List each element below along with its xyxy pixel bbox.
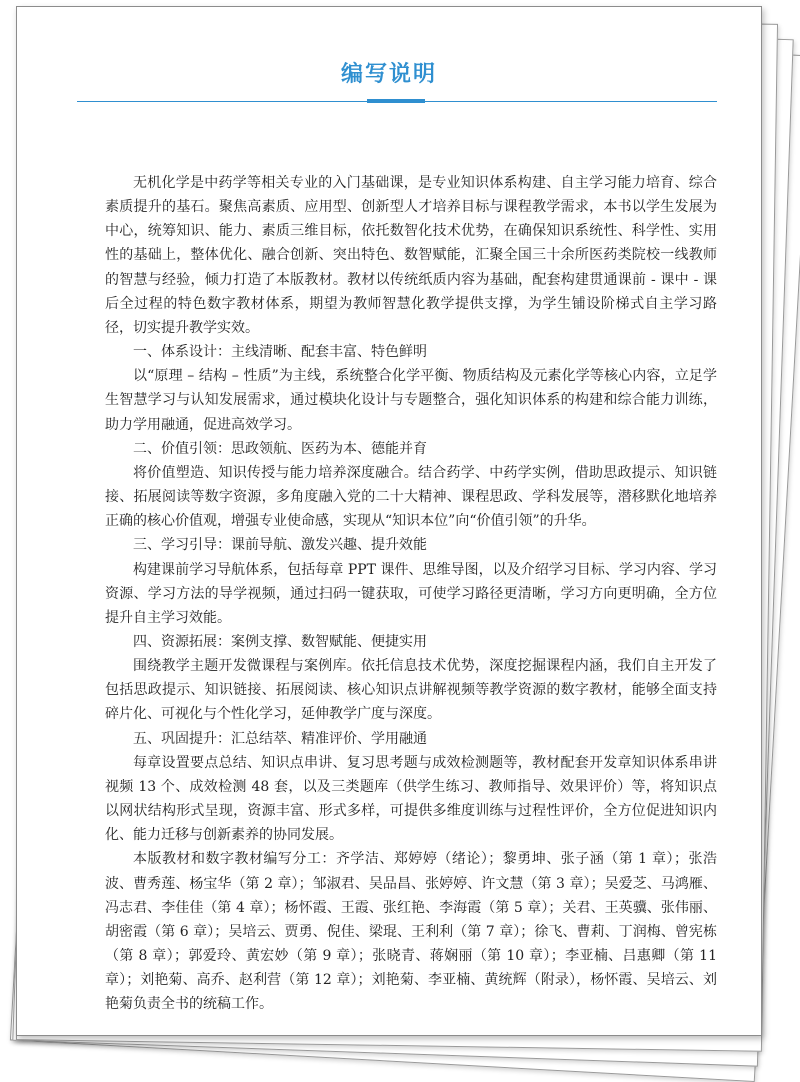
section-paragraph-5: 每章设置要点总结、知识点串讲、复习思考题与成效检测题等，教材配套开发章知识体系串讲视频 13 个、成效检测 48 套，以及三类题库（供学生练习、教师指导、效果评价）等，将知识点以网状结构形式呈现，资源丰富、形式多样，可提供多维度训练与过程性评价，全方位促进知识内化、能力迁移与创新素养的协同发展。: [105, 754, 717, 844]
authors-paragraph: 本版教材和数字教材编写分工：齐学洁、郑婷婷（绪论）；黎勇坤、张子涵（第 1 章）；张浩波、曹秀莲、杨宝华（第 2 章）；邹淑君、吴品昌、张婷婷、许文慧（第 3 章）；吴爱芝、马鸿雁、冯志君、李佳佳（第 4 章）；杨怀霞、王霞、张红艳、李海霞（第 5 章）；关君、王英骥、张伟丽、胡密霞（第 6 章）；吴培云、贾勇、倪佳、梁琨、王利利（第 7 章）；徐飞、曹莉、丁润梅、曾宪栋（第 8 章）；郭爱玲、黄宏妙（第 9 章）；张晓青、蒋娴丽（第 10 章）；李亚楠、吕惠卿（第 11 章）；刘艳菊、高乔、赵利营（第 12 章）；刘艳菊、李亚楠、黄统辉（附录），杨怀霞、吴培云、刘艳菊负责全书的统稿工作。: [105, 851, 717, 1013]
document-page: [16, 6, 762, 1036]
body-text: [105, 171, 717, 1016]
section-paragraph-4: 围绕教学主题开发微课程与案例库。依托信息技术优势，深度挖掘课程内涵，我们自主开发了包括思政提示、知识链接、拓展阅读、核心知识点讲解视频等教学资源的数字教材，能够全面支持碎片化、可视化与个性化学习，延伸教学广度与深度。: [105, 658, 717, 723]
title-divider-accent: [367, 99, 425, 103]
section-paragraph-1: 以“原理 – 结构 – 性质”为主线，系统整合化学平衡、物质结构及元素化学等核心内容，立足学生智慧学习与认知发展需求，通过模块化设计与专题整合，强化知识体系的构建和综合能力训练，助力学用融通，促进高效学习。: [105, 368, 717, 433]
intro-paragraph: 无机化学是中药学等相关专业的入门基础课，是专业知识体系构建、自主学习能力培育、综合素质提升的基石。聚焦高素质、应用型、创新型人才培养目标与课程教学需求，本书以学生发展为中心，统筹知识、能力、素质三维目标，依托数智化技术优势，在确保知识系统性、科学性、实用性的基础上，整体优化、融合创新、突出特色、数智赋能，汇聚全国三十余所医药类院校一线教师的智慧与经验，倾力打造了本版教材。教材以传统纸质内容为基础，配套构建贯通课前 - 课中 - 课后全过程的特色数字教材体系，期望为教师智慧化教学提供支撑，为学生铺设阶梯式自主学习路径，切实提升教学实效。: [105, 175, 717, 336]
page-title: 编写说明: [340, 62, 437, 87]
section-heading-1: 一、体系设计：主线清晰、配套丰富、特色鲜明: [133, 344, 427, 361]
section-paragraph-2: 将价值塑造、知识传授与能力培养深度融合。结合药学、中药学实例，借助思政提示、知识链接、拓展阅读等数字资源，多角度融入党的二十大精神、课程思政、学科发展等，潜移默化地培养正确的核心价值观，增强专业使命感，实现从“知识本位”向“价值引领”的升华。: [105, 464, 717, 530]
section-heading-3: 三、学习引导：课前导航、激发兴趣、提升效能: [133, 537, 427, 554]
section-heading-4: 四、资源拓展：案例支撑、数智赋能、便捷实用: [133, 633, 427, 650]
section-heading-5: 五、巩固提升：汇总结萃、精准评价、学用融通: [133, 730, 427, 747]
section-heading-2: 二、价值引领：思政领航、医药为本、德能并育: [133, 440, 427, 457]
section-paragraph-3: 构建课前学习导航体系，包括每章 PPT 课件、思维导图，以及介绍学习目标、学习内容、学习资源、学习方法的导学视频，通过扫码一键获取，可使学习路径更清晰，学习方向更明确，全方位提升自主学习效能。: [105, 561, 717, 626]
